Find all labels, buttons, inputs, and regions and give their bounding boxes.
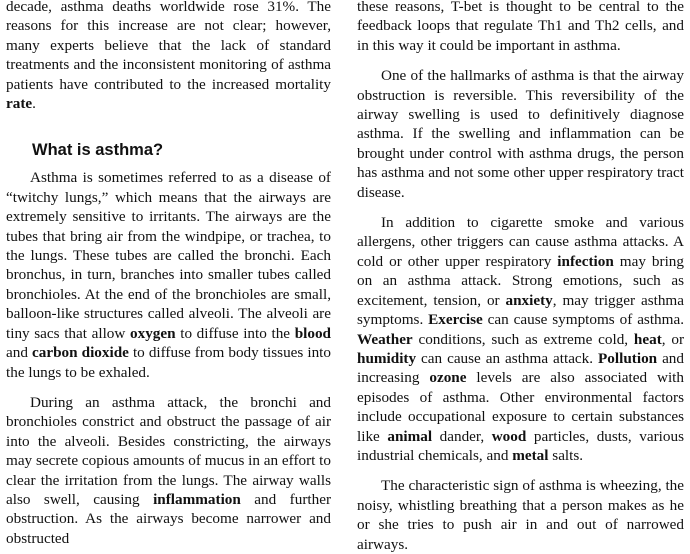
bold-term: Exercise bbox=[428, 311, 483, 329]
bold-term: infection bbox=[557, 252, 614, 270]
bold-term: carbon dioxide bbox=[32, 344, 129, 362]
bold-term: rate bbox=[6, 95, 33, 113]
paragraph: Asthma is sometimes referred to as a disease of “twitchy lungs,” which means that the airways are extremely sensitive to irritants. The airways are the tubes that bring air from the windpipe, or trachea, to the lungs. These tubes are called the bronchi. Each bronchus, in turn, branches into smaller tubes called bronchioles. At the end of the bronchioles are small, balloon-like structures called alveoli. The alveoli are tiny sacs that allow oxygen to diffuse into the blood and carbon dioxide to diffuse from body tissues into the lungs to be exhaled. bbox=[6, 169, 331, 381]
paragraph: During an asthma attack, the bronchi and bronchioles constrict and obstruct the passage of air into the alveoli. Besides constricting, the airways may secrete copious amounts of mucus in an effort to clear the irritation from the lungs. The airway walls also swell, causing inflammation and further obstruction. As the airways become narrower and obstructed bbox=[6, 393, 331, 547]
paragraph: One of the hallmarks of asthma is that the airway obstruction is reversible. This reversibility of the airway swelling is used to definitively diagnose asthma. If the swelling and inflammation can be brought under control with asthma drugs, the person has asthma and not some other upper respiratory tract disease. bbox=[357, 67, 684, 201]
bold-term: metal bbox=[512, 446, 549, 464]
section-heading: What is asthma? bbox=[32, 141, 164, 160]
bold-term: ozone bbox=[429, 369, 467, 387]
bold-term: Weather bbox=[357, 330, 413, 348]
right-column bbox=[357, 0, 684, 554]
bold-term: wood bbox=[491, 427, 527, 445]
left-column bbox=[6, 0, 331, 548]
bold-term: heat bbox=[633, 330, 662, 348]
bold-term: humidity bbox=[357, 349, 417, 367]
paragraph: these reasons, T-bet is thought to be central to the feedback loops that regulate Th1 and Th2 cells, and in this way it could be important in asthma. bbox=[357, 0, 684, 54]
paragraph: In addition to cigarette smoke and various allergens, other triggers can cause asthma attacks. A cold or other upper respiratory infection may bring on an asthma attack. Strong emotions, such as excitement, tension, or anxiety, may trigger asthma symptoms. Exercise can cause symptoms of asthma. Weather conditions, such as extreme cold, heat, or humidity can cause an asthma attack. Pollution and increasing ozone levels are also associated with episodes of asthma. Other environmental factors include occupational exposure to certain substances like animal dander, wood particles, dusts, various industrial chemicals, and metal salts. bbox=[357, 214, 685, 464]
bold-term: anxiety bbox=[505, 291, 553, 309]
paragraph: decade, asthma deaths worldwide rose 31%. The reasons for this increase are not clear; however, many experts believe that the lack of standard treatments and the inconsistent monitoring of asthma patients have contributed to the increased mortality rate. bbox=[6, 0, 331, 113]
bold-term: Pollution bbox=[598, 349, 658, 367]
bold-term: oxygen bbox=[130, 324, 176, 342]
bold-term: inflammation bbox=[153, 490, 241, 508]
paragraph: The characteristic sign of asthma is wheezing, the noisy, whistling breathing that a person makes as he or she tries to push air in and out of narrowed airways. bbox=[357, 477, 684, 553]
bold-term: animal bbox=[387, 427, 433, 445]
bold-term: blood bbox=[294, 324, 331, 342]
